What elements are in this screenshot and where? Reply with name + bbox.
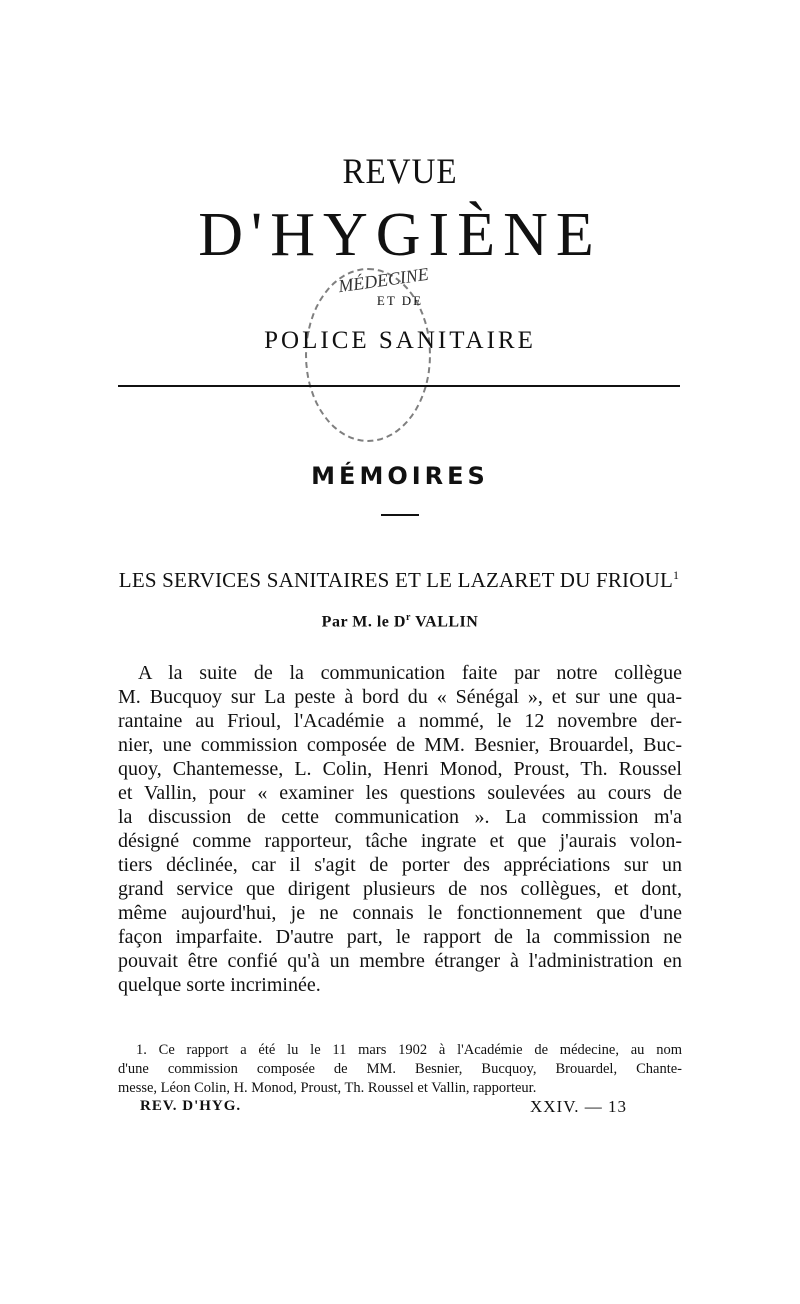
body-line: quoy, Chantemesse, L. Colin, Henri Monod, Proust, Th. Roussel — [118, 758, 682, 780]
body-line: pouvait être confié qu'à un membre étranger à l'administration en — [118, 950, 682, 972]
running-title: REV. D'HYG. — [140, 1098, 242, 1114]
body-line: tiers déclinée, car il s'agit de porter des appréciations sur un — [118, 854, 682, 876]
journal-title-line4: POLICE SANITAIRE — [264, 327, 536, 354]
header-rule — [118, 385, 680, 387]
byline-sup: r — [405, 612, 411, 623]
section-title: MÉMOIRES — [311, 462, 489, 490]
footnote-line: d'une commission composée de MM. Besnier, Bucquoy, Brouardel, Chante- — [118, 1061, 682, 1077]
body-line: façon imparfaite. D'autre part, le rapport de la commission ne — [118, 926, 682, 948]
author-name: VALLIN — [415, 613, 479, 631]
footnote-line: messe, Léon Colin, H. Monod, Proust, Th. Roussel et Vallin, rapporteur. — [118, 1080, 537, 1096]
body-line: nier, une commission composée de MM. Besnier, Brouardel, Buc- — [118, 734, 682, 756]
body-line: quelque sorte incriminée. — [118, 974, 321, 996]
body-line: rantaine au Frioul, l'Académie a nommé, le 12 novembre der- — [118, 710, 682, 732]
body-line: et Vallin, pour « examiner les questions soulevées au cours de — [118, 782, 682, 804]
footnote-mark: 1 — [672, 568, 680, 582]
footnote-line: 1. Ce rapport a été lu le 11 mars 1902 à l'Académie de médecine, au nom — [136, 1042, 682, 1058]
volume-page-number: XXIV. — 13 — [530, 1097, 628, 1116]
body-line: A la suite de la communication faite par notre collègue — [138, 662, 682, 684]
footnote — [118, 1041, 682, 1101]
byline-prefix: Par M. le D — [321, 613, 406, 631]
section-divider — [381, 514, 419, 516]
body-line: grand service que dirigent plusieurs de nos collègues, et dont, — [118, 878, 682, 900]
body-line: même aujourd'hui, je ne connais le fonctionnement que d'une — [118, 902, 682, 924]
stamp-text: MÉDECINE — [336, 263, 430, 297]
article-title — [118, 568, 680, 593]
body-line: la discussion de cette communication ». La commission m'a — [118, 806, 682, 828]
body-line: désigné comme rapporteur, tâche ingrate et que j'aurais volon- — [118, 830, 682, 852]
journal-title-line1: REVUE — [342, 151, 458, 191]
article-title-text: LES SERVICES SANITAIRES ET LE LAZARET DU FRIOUL — [118, 568, 673, 592]
journal-title-line2: D'HYGIÈNE — [198, 201, 602, 269]
body-line: M. Bucquoy sur La peste à bord du « Sénégal », et sur une qua- — [118, 686, 682, 708]
journal-title-line3: ET DE — [376, 293, 424, 308]
byline — [0, 612, 800, 631]
